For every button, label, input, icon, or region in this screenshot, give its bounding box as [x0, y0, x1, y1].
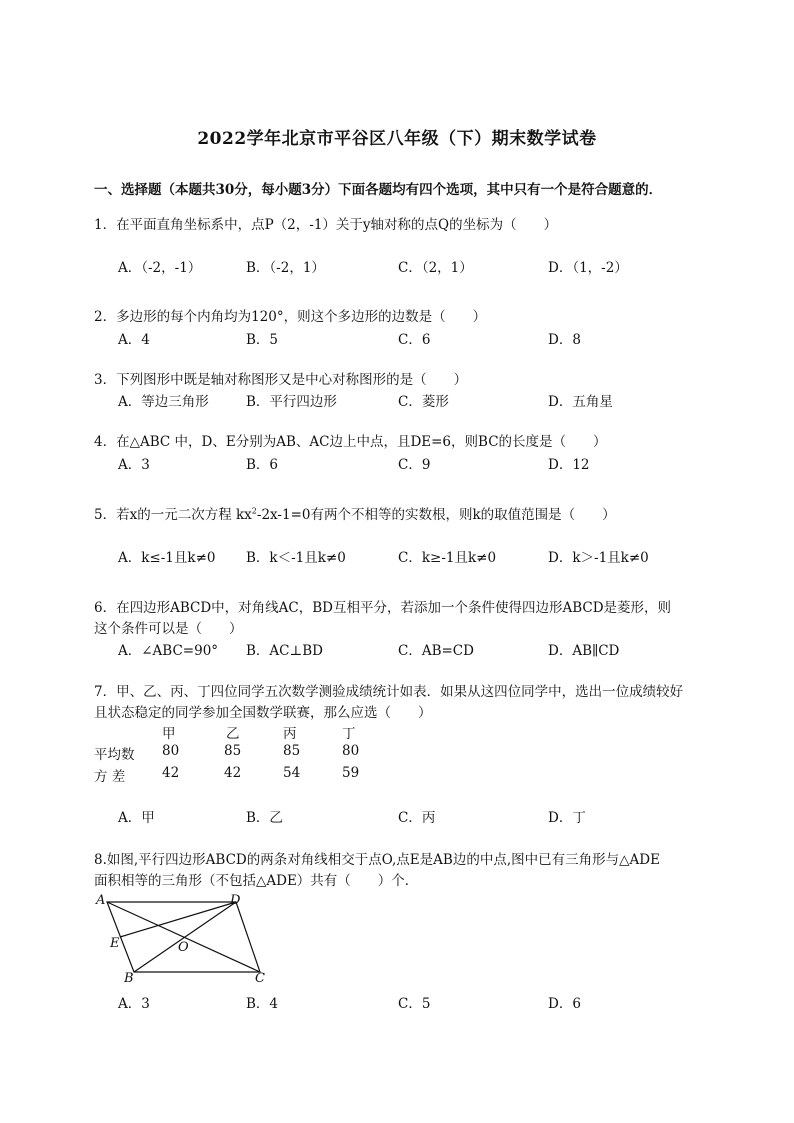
section-heading: 一、选择题（本题共30分，每小题3分）下面各题均有四个选项，其中只有一个是符合题意的．	[94, 182, 663, 198]
q5-text-post: -2x-1=0有两个不相等的实数根，则k的取值范围是（ ）	[256, 507, 616, 523]
q7-option-a: A．甲	[118, 810, 155, 826]
q3-option-c: C．菱形	[398, 394, 449, 410]
q8-option-c: C．5	[398, 996, 431, 1012]
q3-option-d: D．五角星	[548, 394, 613, 410]
label-o: O	[178, 940, 189, 955]
table-cell: 80	[342, 743, 360, 759]
question-2-text: 2．多边形的每个内角均为120°，则这个多边形的边数是（ ）	[94, 309, 487, 325]
q7-option-d: D．丁	[548, 810, 586, 826]
q4-option-d: D．12	[548, 457, 590, 473]
q5-option-b: B．k＜-1且k≠0	[246, 550, 346, 566]
question-8-text-cont: 面积相等的三角形（不包括△ADE）共有（ ）个．	[94, 873, 419, 889]
question-6-text-cont: 这个条件可以是（ ）	[94, 621, 243, 637]
q8-option-b: B．4	[246, 996, 279, 1012]
q2-option-c: C．6	[398, 332, 431, 348]
question-8-text: 8.如图,平行四边形ABCD的两条对角线相交于点O,点E是AB边的中点,图中已有三角形与△ADE	[94, 852, 660, 868]
q6-option-a: A．∠ABC=90°	[118, 643, 219, 659]
table-cell: 85	[283, 743, 301, 759]
table-cell: 85	[224, 743, 242, 759]
q6-option-d: D．AB∥CD	[548, 643, 620, 659]
page-title: 2022学年北京市平谷区八年级（下）期末数学试卷	[197, 129, 597, 149]
question-1-text: 1．在平面直角坐标系中，点P（2，-1）关于y轴对称的点Q的坐标为（ ）	[94, 217, 558, 233]
q2-option-d: D．8	[548, 332, 581, 348]
table-header-cell: 乙	[226, 726, 240, 742]
q2-option-a: A．4	[118, 332, 150, 348]
q8-option-a: A．3	[118, 996, 150, 1012]
q1-option-a: A．（-2，-1）	[118, 260, 202, 276]
q5-option-c: C．k≥-1且k≠0	[398, 550, 497, 566]
table-cell: 54	[283, 765, 301, 781]
table-cell: 42	[162, 765, 180, 781]
table-header-cell: 丁	[342, 726, 356, 742]
question-6-text: 6．在四边形ABCD中，对角线AC，BD互相平分，若添加一个条件使得四边形ABCD是菱形，则	[94, 600, 672, 616]
q3-option-a: A．等边三角形	[118, 394, 209, 410]
label-c: C	[255, 971, 265, 986]
q7-option-b: B．乙	[246, 810, 283, 826]
q5-exponent: 2	[251, 506, 257, 516]
q1-option-b: B．（-2，1）	[246, 260, 325, 276]
question-3-text: 3．下列图形中既是轴对称图形又是中心对称图形的是（ ）	[94, 372, 468, 388]
q4-option-b: B．6	[246, 457, 279, 473]
question-5-text	[94, 503, 616, 523]
table-cell: 80	[162, 743, 180, 759]
table-row-label: 方 差	[94, 769, 126, 785]
q1-option-d: D．（1，-2）	[548, 260, 628, 276]
q5-text-pre: 5．若x的一元二次方程 kx	[94, 507, 252, 523]
segment-ed	[120, 902, 236, 937]
label-d: D	[230, 893, 241, 908]
q2-option-b: B．5	[246, 332, 279, 348]
q4-option-a: A．3	[118, 457, 150, 473]
question-7-text-cont: 且状态稳定的同学参加全国数学联赛，那么应选（ ）	[94, 705, 432, 721]
table-cell: 42	[224, 765, 242, 781]
q6-option-b: B．AC⊥BD	[246, 643, 323, 659]
label-a: A	[96, 893, 106, 908]
table-header-cell: 丙	[283, 726, 297, 742]
question-4-text: 4．在△ABC 中，D、E分别为AB、AC边上中点，且DE=6，则BC的长度是（ ）	[94, 434, 607, 450]
table-cell: 59	[342, 765, 360, 781]
label-b: B	[124, 971, 134, 986]
question-7-text: 7．甲、乙、丙、丁四位同学五次数学测验成绩统计如表．如果从这四位同学中，选出一位成绩较好	[94, 684, 684, 700]
q4-option-c: C．9	[398, 457, 431, 473]
label-e: E	[110, 936, 120, 951]
parallelogram-figure	[94, 890, 274, 988]
q3-option-b: B．平行四边形	[246, 394, 337, 410]
q5-option-d: D．k＞-1且k≠0	[548, 550, 649, 566]
q7-option-c: C．丙	[398, 810, 436, 826]
table-row-label: 平均数	[94, 747, 135, 763]
diagonal-bd	[134, 902, 236, 972]
q8-option-d: D．6	[548, 996, 581, 1012]
table-header-cell: 甲	[162, 726, 176, 742]
q5-option-a: A．k≤-1且k≠0	[118, 550, 216, 566]
q6-option-c: C．AB=CD	[398, 643, 474, 659]
q1-option-c: C．（2，1）	[398, 260, 473, 276]
